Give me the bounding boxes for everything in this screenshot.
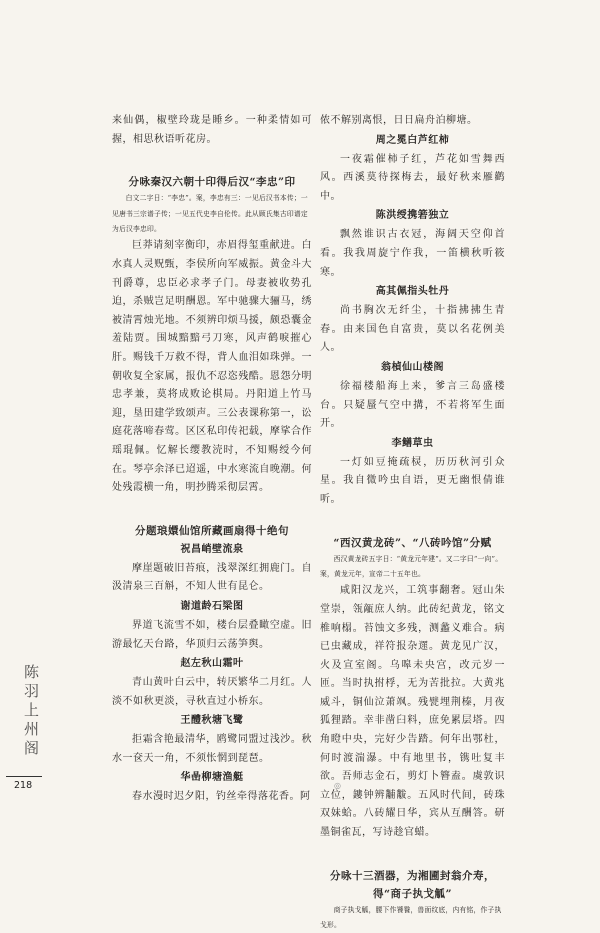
poem-li-zhong-seal-body: 巨莽请刻宰衡印，赤眉得玺重献进。白水真人灵贶甄，李侯所向军威振。黄金斗大刊爵尊，忠臣必求孝子门。母妻被收势孔迫，杀贼岂足明酬恩。军中驰骤大骊马，绣被清霄烛光地。不须辨印烦马援，颇恐囊金羞陆贾。围城黯黯弓刀寒，风声鹤唳摧心肝。赐钱千万救不得，背人血泪如珠弹。一朝收复全家属，报仇不忍恣残酷。恩怨分明忠孝兼，莫将成败论棋局。丹阳道上竹马迎，垦田建学致颂声。三公表课称第一，讼庭花落啼春莺。区区私印传祀载，摩挲合作瑶琨佩。忆解长缨教涜时，不知赐绶今何在。琴亭余泽已迢遥，中水寒流自晚潮。何处残霞横一角，明抄腾采彻层霄。 [112,240,312,494]
poem-title: 李鳝草虫 [391,437,434,449]
side-brand-seal-text: 陈羽上州阁 [22,664,40,759]
section-title-wine-vessels: 分咏十三酒器，为湘圃封翁介寿，得“商子执戈觚” [330,869,495,900]
poem-text: 徐福楼船海上来，爹言三岛盛楼台。只疑蜃气空中搆，不若将军生面开。 [320,380,505,430]
poem-title: 翁楨仙山楼阁 [381,361,444,373]
poem-text: 尚书胸次无纤尘，十指拂拂生青春。由来国色自富贵，莫以名花例美人。 [320,305,505,354]
section-note-li-zhong-seal: 白文二字日：“李忠”。案，李忠有三：一见后汉书本传；一见唐书三宗谱子传；一见五代史李自伦传。此从顾氏集古印谱定为后汉李忠印。 [112,194,308,233]
poem-title: 高其佩指头牡丹 [375,286,450,298]
poem-title: 赵左秋山霜叶 [180,658,244,670]
poem-text: 青山黄叶白云中，转厌繁华二月红。人淡不如秋更淡，寻秋直过小桥东。 [112,677,312,707]
poem-title: 周之冕白芦红柿 [375,134,450,146]
poem-text: 春水漫时迟夕阳，钓丝牵得落花香。阿 [132,791,311,803]
section-title-yellow-dragon-brick: “西汉黄龙砖”、“八砖吟馆”分赋 [333,536,492,549]
page-number: 218 [14,780,33,791]
section-note-wine-vessels: 商子执戈觚，腰下作饕餮，兽面纹底，内有铭，作子执戈形。 [320,905,502,930]
right-column [320,112,505,933]
poem-text: 拒霜含艳最清华，鸥鹭同盟过浅沙。秋水一奁天一角，不须怅惘到琵琶。 [112,734,312,764]
poem-text: 飘然谁识古衣冠，海阔天空仰首看。我我周旋宁作我，一笛横秋听筱寒。 [320,229,505,278]
poem-text: 摩崖题破旧苔痕，浅翠深红拥鹿门。自汲清泉三百斛，不知人世有昆仑。 [112,562,312,593]
poem-title: 陈洪绶携箬独立 [375,210,450,222]
folio-rule [6,776,42,777]
poem-text: 界道飞流雪不如，楼台层叠瞰空虚。旧游最忆天台路，华顶归云荡笋舆。 [112,619,312,650]
continued-poem-text: 来仙偶，椒壁玲珑是睡乡。一种柔情如可握，相思秋语听花房。 [112,115,312,145]
poem-title: 谢道龄石梁图 [180,600,244,612]
section-note-yellow-dragon-brick: 西汉黄龙砖五字日：“黄龙元年建”。又二字曰“一向”。案，黄龙元年，宣帝二十五年也。 [320,554,503,578]
poem-text: 一灯如豆掩疏棂，历历秋河引众星。我自微吟虫自语，更无幽恨倩谁听。 [320,456,505,505]
poem-title: 祝昌峭壁流泉 [180,543,244,555]
poem-text: 一夜霜催柿子红，芦花如雪舞西风。西溪莫待探梅去，最好秋来雁鹳中。 [320,153,505,202]
continued-poem-text: 侬不解别离恨，日日扁舟泊柳塘。 [320,115,478,126]
section-title-li-zhong-seal: 分咏秦汉六朝十印得后汉“李忠”印 [128,176,296,189]
left-column [112,112,312,807]
poem-yellow-dragon-brick-body: 咸阳汉龙兴，工筑事翻奢。冠山朱堂崇，瓴甋庶人纳。此砖纪黄龙，铭文椎响榻。苔蚀文多残，测蠡义难合。病已虫藏成，祥符报杂遝。黄龙见广汉，火及宣室阁。乌嗥未央宫，改元岁一匝。当时执拊桴，无为苦批拉。大黄兆威斗，铜仙泣萧飒。残甓埋荆榛，月夜狐狸踏。幸非凿臼料，庶免累层塔。四角瞪中央，完好少告踏。何年出鄂杜，何时渡湍瀑。中有地里书，镌吐复丰欲。吾师志金石，剪灯卜簪盍。虞敦识立位，鏤钟辨黼黻。五风时代间，砖珠双妹蛤。八砖耀日华，宾从互酬答。研墨铜雀瓦，写诗趁官蜡。 [320,585,505,839]
poem-title: 王醴秋塘飞鹭 [180,715,244,727]
section-title-painted-fans: 分题琅嬛仙馆所藏画扇得十绝句 [135,524,289,537]
poem-title: 华嵒柳塘渔艇 [180,772,244,784]
bottom-ornament: ◎ [334,781,341,790]
